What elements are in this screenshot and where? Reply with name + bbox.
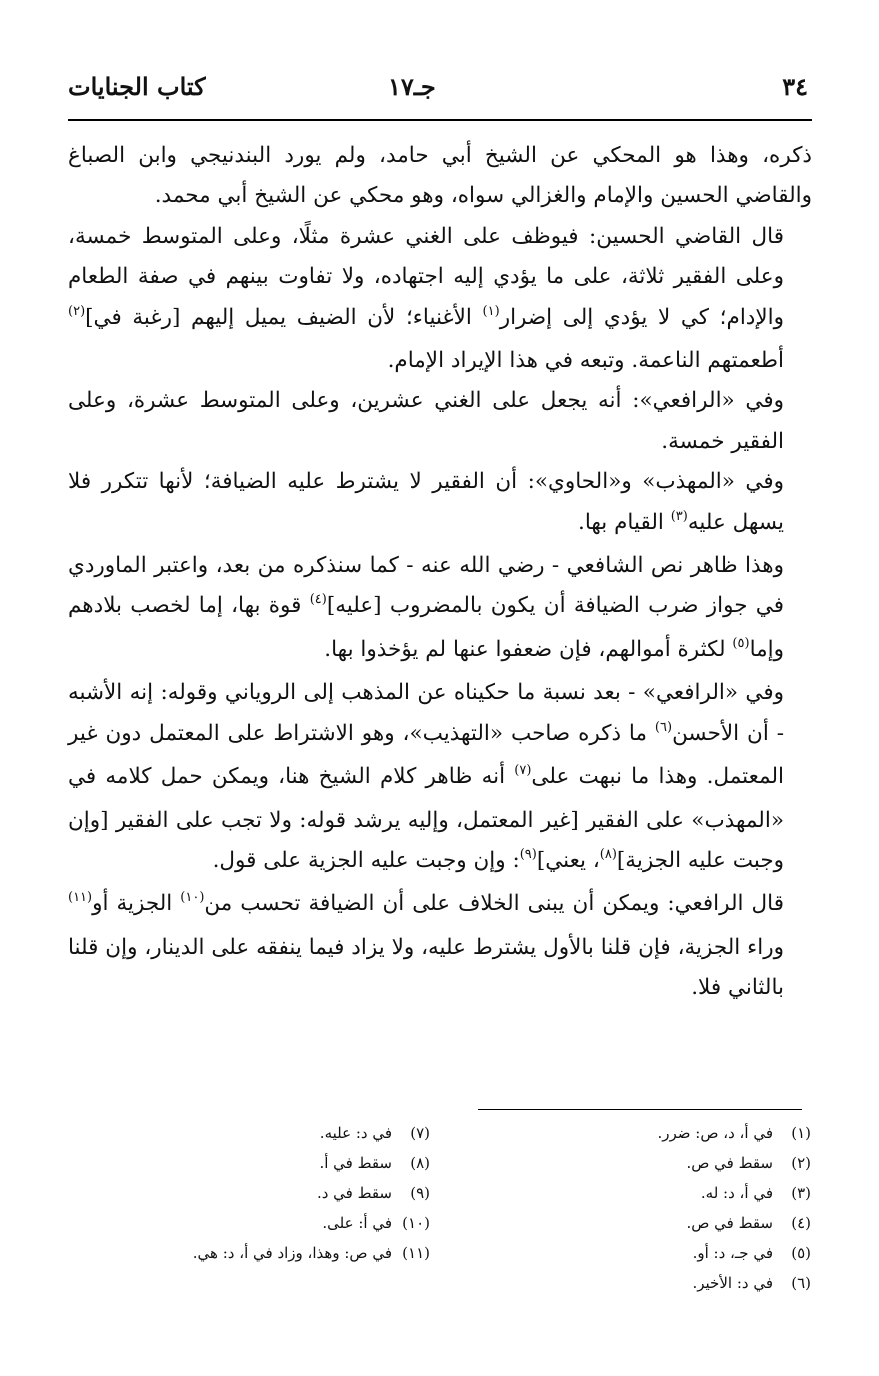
footnotes-left-column xyxy=(100,1118,430,1268)
footnote-8: (٨)سقط في أ. xyxy=(319,1154,430,1172)
paragraph-1: ذكره، وهذا هو المحكي عن الشيخ أبي حامد، ولم يورد البندنيجي وابن الصباغ والقاضي الحسين والإمام والغزالي سواه، وهو محكي عن الشيخ أبي محمد. xyxy=(68,143,812,209)
paragraph-6: وفي «الرافعي» - بعد نسبة ما حكيناه عن المذهب إلى الروياني وقوله: إنه الأشبه - أن الأحسن$^{(٦)}$ ما ذكره صاحب «التهذيب»، وهو الاشتراط على المعتمل دون غير المعتمل. وهذا ما نبهت على$^{(٧)}$ أنه ظاهر كلام الشيخ هنا، ويمكن حمل كلامه في «المهذب» على الفقير [غير المعتمل، وإليه يرشد قوله: ولا تجب على الفقير [وإن وجبت عليه الجزية]$^{(٨)}$، يعني]$^{(٩)}$: وإن وجبت عليه الجزية على قول. xyxy=(68,680,784,873)
footnote-6: (٦)في د: الأخير. xyxy=(692,1274,811,1292)
footnote-11: (١١)في ص: وهذا، وزاد في أ، د: هي. xyxy=(192,1244,430,1262)
volume-label: جـ١٧ xyxy=(388,72,436,101)
paragraph-4: وفي «المهذب» و«الحاوي»: أن الفقير لا يشترط عليه الضيافة؛ لأنها تتكرر فلا يسهل عليه$^{(٣)}$ القيام بها. xyxy=(68,469,784,535)
paragraph-3: وفي «الرافعي»: أنه يجعل على الغني عشرين، وعلى المتوسط عشرة، وعلى الفقير خمسة. xyxy=(68,388,784,454)
footnote-2: (٢)سقط في ص. xyxy=(686,1154,811,1172)
footnote-ref-1[interactable]: (١) xyxy=(482,303,500,319)
footnote-ref-8[interactable]: (٨) xyxy=(599,846,617,862)
header-rule xyxy=(68,119,812,121)
paragraph-5: وهذا ظاهر نص الشافعي - رضي الله عنه - كما سنذكره من بعد، واعتبر الماوردي في جواز ضرب الضيافة أن يكون بالمضروب [عليه]$^{(٤)}$ قوة بها، إما لخصب بلادهم وإما$^{(٥)}$ لكثرة أموالهم، فإن ضعفوا عنها لم يؤخذوا بها. xyxy=(68,553,784,662)
footnote-ref-2[interactable]: (٢) xyxy=(68,303,86,319)
page-number: ٣٤ xyxy=(782,72,808,101)
paragraph-2: قال القاضي الحسين: فيوظف على الغني عشرة مثلًا، وعلى المتوسط خمسة، وعلى الفقير ثلاثة، على ما يؤدي إليه اجتهاده، ولا تفاوت بينهم في صفة الطعام والإدام؛ كي لا يؤدي إلى إضرار$^{(١)}$ الأغنياء؛ لأن الضيف يميل إليهم [رغبة في]$^{(٢)}$ أطعمتهم الناعمة. وتبعه في هذا الإيراد الإمام. xyxy=(68,223,784,374)
footnote-1: (١)في أ، د، ص: ضرر. xyxy=(657,1124,811,1142)
main-text xyxy=(68,136,812,1009)
footnote-ref-5[interactable]: (٥) xyxy=(732,635,750,651)
footnotes-right-column xyxy=(511,1118,811,1298)
running-header xyxy=(68,72,808,112)
footnote-5: (٥)في جـ، د: أو. xyxy=(692,1244,811,1262)
footnote-ref-9[interactable]: (٩) xyxy=(519,846,537,862)
footnote-ref-6[interactable]: (٦) xyxy=(654,719,673,735)
footnote-ref-7[interactable]: (٧) xyxy=(514,763,532,779)
footnote-ref-10[interactable]: (١٠) xyxy=(180,890,205,906)
footnote-ref-11[interactable]: (١١) xyxy=(68,890,93,906)
footnote-7: (٧)في د: عليه. xyxy=(319,1124,430,1142)
footnote-4: (٤)سقط في ص. xyxy=(686,1214,811,1232)
footnote-ref-3[interactable]: (٣) xyxy=(670,508,688,524)
footnote-10: (١٠)في أ: على. xyxy=(322,1214,430,1232)
footnote-ref-4[interactable]: (٤) xyxy=(309,592,327,608)
footnote-9: (٩)سقط في د. xyxy=(316,1184,430,1202)
footnote-3: (٣)في أ، د: له. xyxy=(700,1184,811,1202)
paragraph-7: قال الرافعي: ويمكن أن يبنى الخلاف على أن الضيافة تحسب من$^{(١٠)}$ الجزية أو$^{(١١)}$ وراء الجزية، فإن قلنا بالأول يشترط عليه، ولا يزاد فيما ينفقه على الدينار، وإن قلنا بالثاني فلا. xyxy=(68,890,784,1001)
book-title: كتاب الجنايات xyxy=(68,72,206,101)
footnote-rule xyxy=(478,1109,802,1110)
